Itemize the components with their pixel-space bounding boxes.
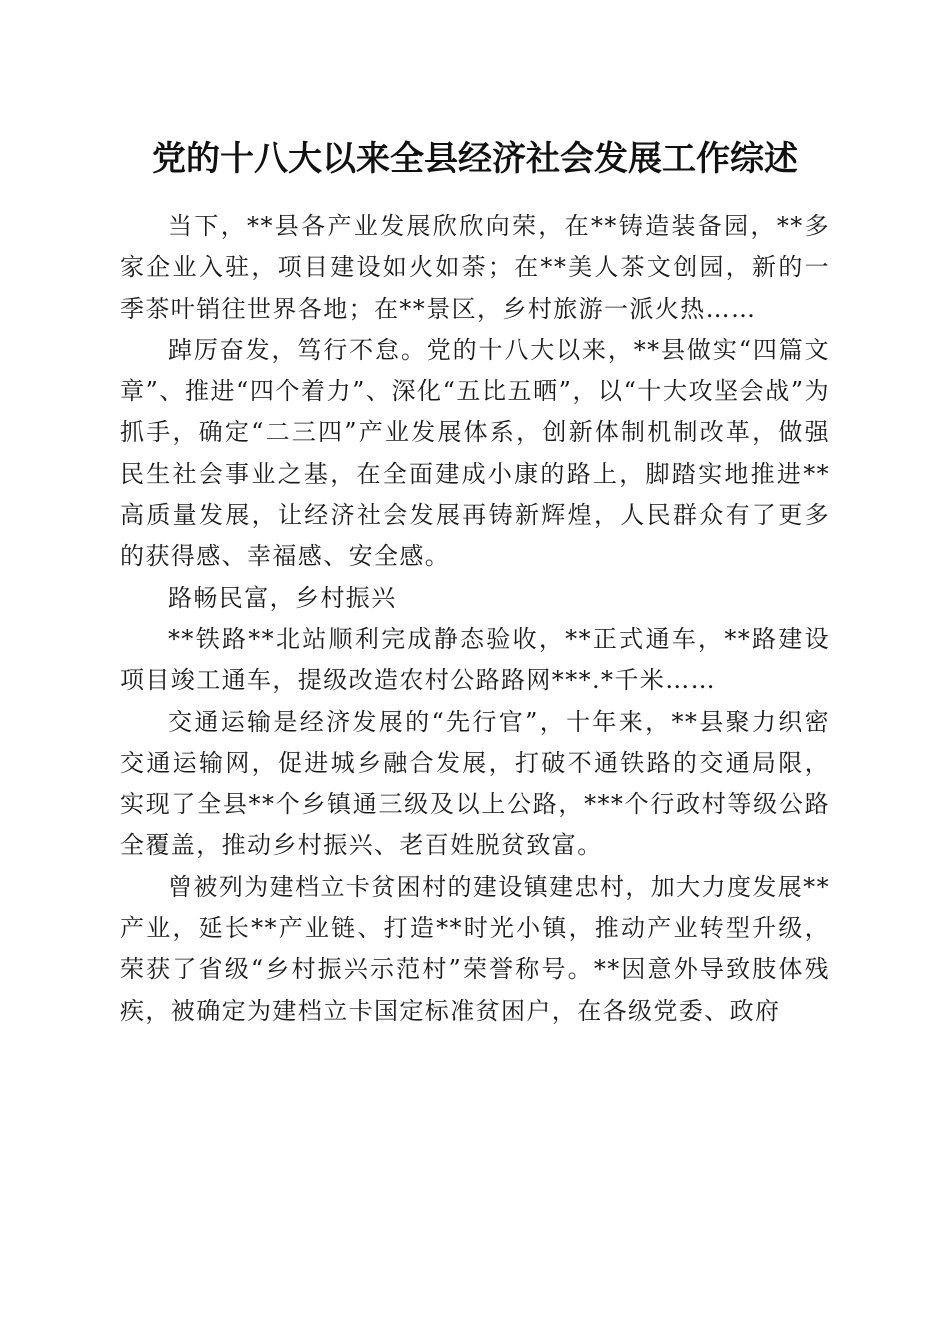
paragraph-village: 曾被列为建档立卡贫困村的建设镇建忠村，加大力度发展**产业，延长**产业链、打造**时光小镇，推动产业转型升级，荣获了省级“乡村振兴示范村”荣誉称号。**因意外导致肢体残疾，被确定为建档立卡国定标准贫困户，在各级党委、政府 xyxy=(120,872,830,1025)
section-subheading: 路畅民富，乡村振兴 xyxy=(168,583,397,612)
paragraph-transport: 交通运输是经济发展的“先行官”，十年来，**县聚力织密交通运输网，促进城乡融合发展，打破不通铁路的交通局限，实现了全县**个乡镇通三级及以上公路，***个行政村等级公路全覆盖，推动乡村振兴、老百姓脱贫致富。 xyxy=(120,707,830,860)
paragraph-intro: 当下，**县各产业发展欣欣向荣，在**铸造装备园，**多家企业入驻，项目建设如火如荼；在**美人茶文创园，新的一季茶叶销往世界各地；在**景区，乡村旅游一派火热…… xyxy=(120,212,830,323)
document-body xyxy=(120,206,830,1032)
paragraph-railway: **铁路**北站顺利完成静态验收，**正式通车，**路建设项目竣工通车，提级改造农村公路路网***.*千米…… xyxy=(120,624,830,695)
paragraph-overview: 踔厉奋发，笃行不怠。党的十八大以来，**县做实“四篇文章”、推进“四个着力”、深化“五比五晒”，以“十大攻坚会战”为抓手，确定“二三四”产业发展体系，创新体制机制改革，做强民生社会事业之基，在全面建成小康的路上，脚踏实地推进**高质量发展，让经济社会发展再铸新辉煌，人民群众有了更多的获得感、幸福感、安全感。 xyxy=(120,335,830,571)
document-title: 党的十八大以来全县经济社会发展工作综述 xyxy=(152,139,798,179)
